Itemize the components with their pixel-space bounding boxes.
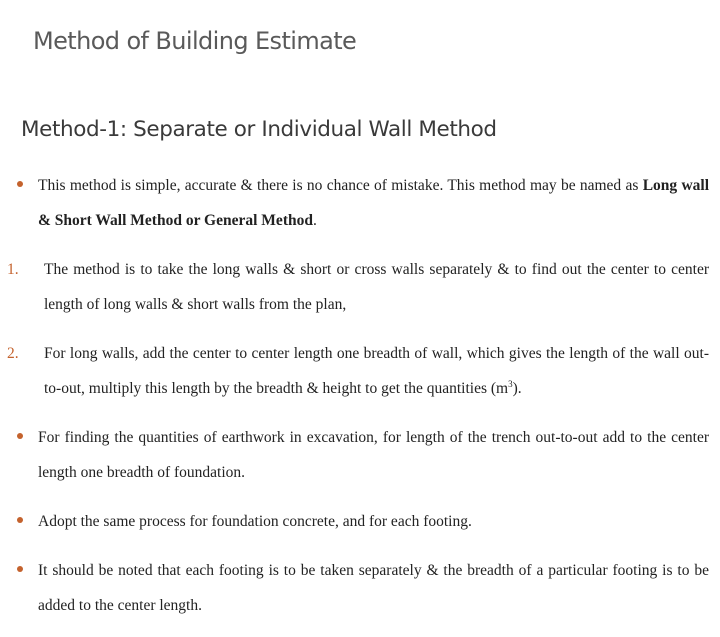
list-item (0, 336, 720, 406)
list-item (0, 168, 720, 238)
item-text: For finding the quantities of earthwork in excavation, for length of the trench out-to-out add to the center length one breadth of foundation. (38, 429, 709, 481)
item-text: Adopt the same process for foundation concrete, and for each footing. (38, 513, 472, 530)
list-item (0, 504, 720, 539)
item-text-after: . (312, 212, 317, 229)
item-text: The method is to take the long walls & short or cross walls separately & to find out the center to center length of long walls & short walls from the plan, (44, 261, 709, 313)
list-item (0, 252, 720, 322)
bullet-icon (17, 517, 23, 523)
item-text: For long walls, add the center to center length one breadth of wall, which gives the length of the wall out-to-out, multiply this length by the breadth & height to get the quantities (m (44, 345, 709, 397)
slide-title: Method of Building Estimate (33, 27, 357, 55)
bullet-icon (17, 566, 23, 572)
bullet-icon (17, 433, 23, 439)
item-number: 2. (7, 345, 19, 362)
item-text: It should be noted that each footing is to be taken separately & the breadth of a particular footing is to be added to the center length. (38, 562, 709, 614)
content-list (0, 168, 720, 637)
item-superscript: 3 (508, 378, 513, 389)
bullet-icon (17, 181, 23, 187)
list-item (0, 420, 720, 490)
item-text-after: ). (512, 380, 522, 397)
item-bold-text: Long wall & Short Wall Method or General Method (38, 177, 709, 229)
item-text: This method is simple, accurate & there is no chance of mistake. This method may be named as (38, 177, 643, 194)
slide-subtitle: Method-1: Separate or Individual Wall Method (21, 117, 497, 142)
list-item (0, 553, 720, 623)
item-number: 1. (7, 261, 19, 278)
